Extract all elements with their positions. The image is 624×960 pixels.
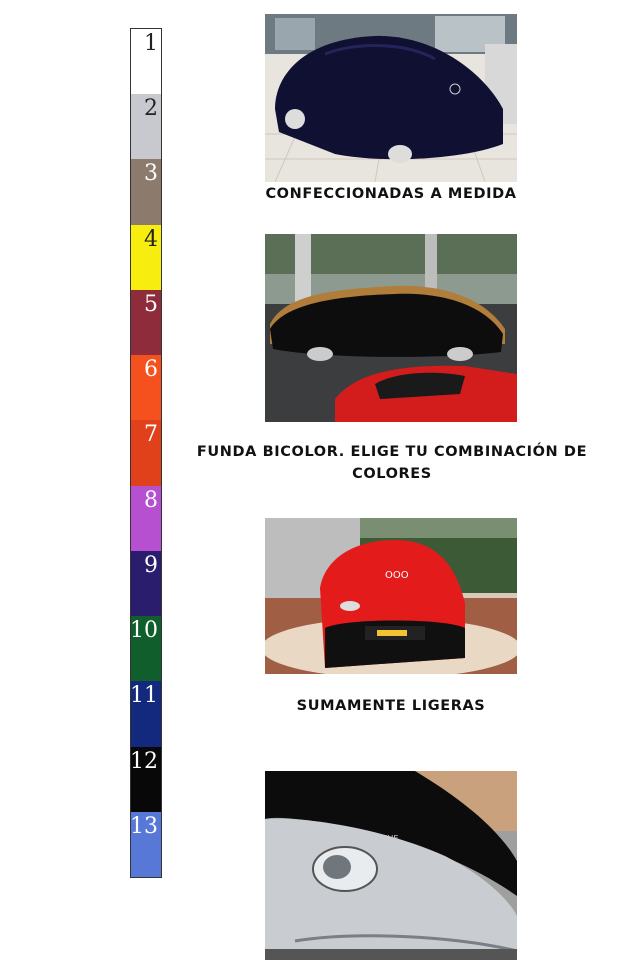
caption-made-to-measure: CONFECCIONADAS A MEDIDA [265,186,517,202]
swatch-number: 8 [144,487,158,513]
color-swatch-11 [131,681,161,746]
swatch-number: 5 [144,291,158,317]
swatch-number: 12 [130,748,158,774]
caption-bicolor: FUNDA BICOLOR. ELIGE TU COMBINACIÓN DE COLORES [196,444,588,482]
swatch-number: 13 [130,813,158,839]
color-swatch-10 [131,616,161,681]
svg-text:OOO: OOO [385,570,409,581]
color-swatch-13 [131,812,161,877]
color-swatch-6 [131,355,161,420]
color-swatch-12 [131,747,161,812]
color-swatch-9 [131,551,161,616]
color-swatch-8 [131,486,161,551]
swatch-number: 1 [144,31,158,56]
color-swatch-column [130,28,162,878]
swatch-number: 4 [144,226,158,252]
covered-car-bicolor-photo [265,234,517,422]
color-swatch-7 [131,420,161,485]
color-swatch-4 [131,225,161,290]
swatch-number: 9 [144,552,158,578]
color-swatch-1 [131,29,161,94]
covered-audi-red-photo [265,518,517,674]
swatch-number: 2 [144,96,158,122]
color-swatch-3 [131,159,161,224]
swatch-number: 6 [144,357,158,383]
color-swatch-5 [131,290,161,355]
swatch-number: 11 [130,683,158,709]
swatch-number: 3 [144,161,158,187]
porsche-black-cover-photo [265,771,517,960]
caption-lightweight: SUMAMENTE LIGERAS [296,698,486,714]
swatch-number: 10 [130,618,158,644]
covered-car-navy-photo [265,14,517,182]
color-swatch-2 [131,94,161,159]
swatch-number: 7 [144,422,158,448]
